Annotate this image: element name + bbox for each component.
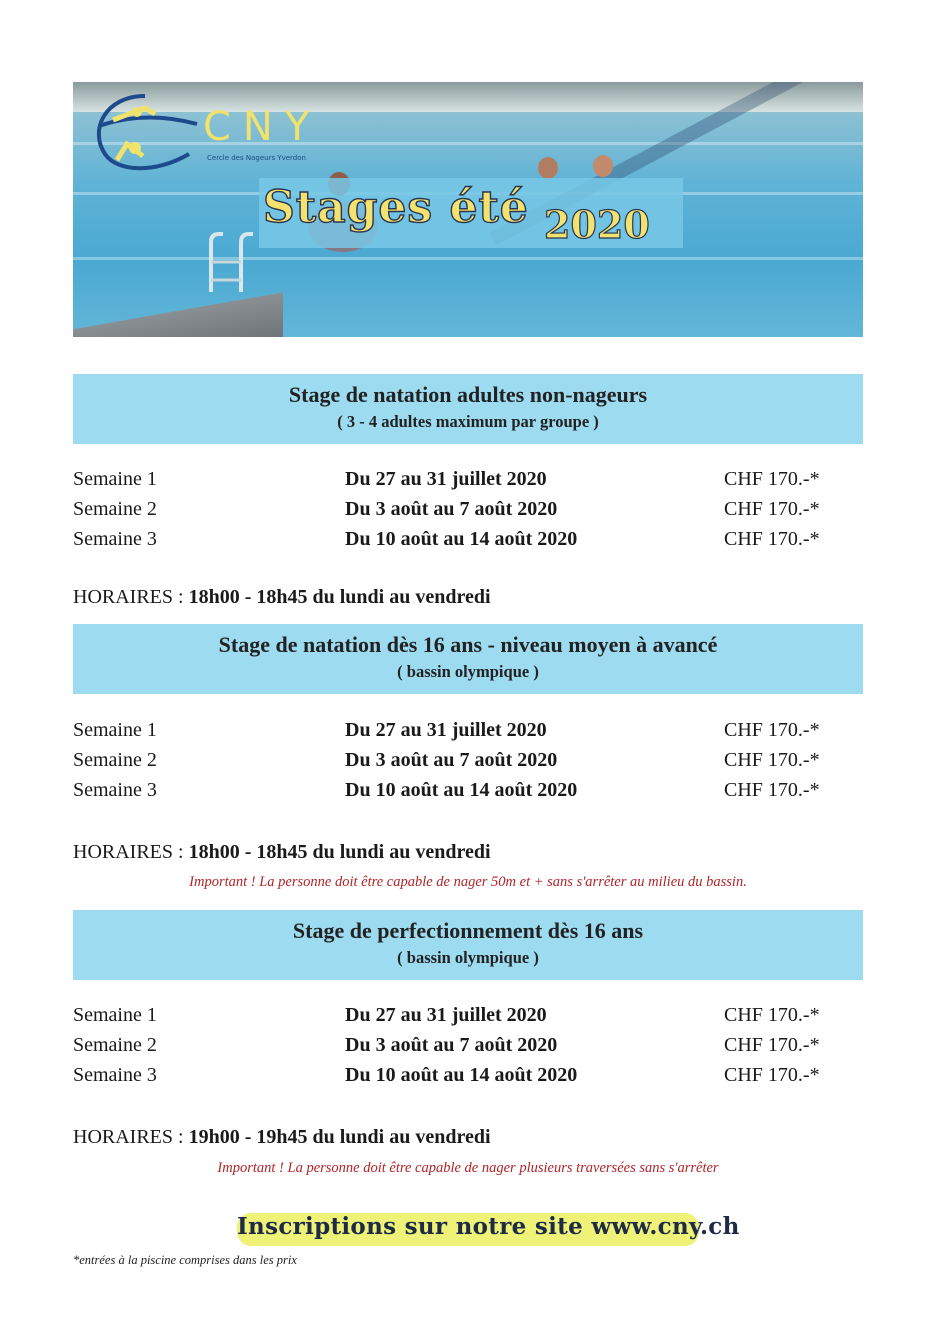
week-price: CHF 170.-*	[724, 528, 820, 550]
important-note: Important ! La personne doit être capable de nager plusieurs traversées sans s'arrêter	[217, 1160, 719, 1176]
week-dates: Du 3 août au 7 août 2020	[345, 1034, 558, 1056]
week-label: Semaine 2	[73, 498, 157, 520]
schedule-value: 18h00 - 18h45 du lundi au vendredi	[188, 586, 491, 608]
week-price: CHF 170.-*	[724, 749, 820, 771]
week-row	[73, 779, 863, 809]
week-row	[73, 498, 863, 528]
section-heading: Stage de perfectionnement dès 16 ans	[292, 918, 644, 943]
section-heading: Stage de natation dès 16 ans - niveau moyen à avancé	[218, 632, 718, 657]
section-header	[73, 624, 863, 694]
schedule-label: HORAIRES :	[73, 841, 184, 863]
swimmer-logo-icon	[85, 90, 205, 174]
week-row	[73, 1004, 863, 1034]
schedule-line	[73, 1126, 491, 1149]
week-price: CHF 170.-*	[724, 498, 820, 520]
week-dates: Du 10 août au 14 août 2020	[345, 779, 578, 801]
week-price: CHF 170.-*	[724, 1064, 820, 1086]
week-price: CHF 170.-*	[724, 468, 820, 490]
week-label: Semaine 2	[73, 1034, 157, 1056]
section-heading: Stage de natation adultes non-nageurs	[288, 382, 648, 407]
registration-link[interactable]: Inscriptions sur notre site www.cny.ch	[237, 1213, 740, 1240]
swimmer-figure	[538, 157, 558, 179]
logo-subtitle: Cercle des Nageurs Yverdon	[207, 154, 306, 162]
week-price: CHF 170.-*	[724, 1034, 820, 1056]
week-label: Semaine 3	[73, 779, 157, 801]
logo-wordmark: CNY	[203, 104, 322, 150]
week-dates: Du 10 août au 14 août 2020	[345, 1064, 578, 1086]
week-row	[73, 1034, 863, 1064]
week-label: Semaine 2	[73, 749, 157, 771]
cny-logo	[85, 90, 325, 174]
important-note: Important ! La personne doit être capable de nager 50m et + sans s'arrêter au milieu du bassin.	[189, 874, 747, 890]
week-label: Semaine 1	[73, 719, 157, 741]
section-subheading: ( bassin olympique )	[397, 662, 539, 681]
section-header	[73, 910, 863, 980]
week-label: Semaine 3	[73, 1064, 157, 1086]
pool-lane-line	[73, 257, 863, 260]
schedule-label: HORAIRES :	[73, 586, 184, 608]
week-row	[73, 719, 863, 749]
week-row	[73, 749, 863, 779]
section-header	[73, 374, 863, 444]
week-dates: Du 27 au 31 juillet 2020	[345, 719, 547, 741]
week-dates: Du 3 août au 7 août 2020	[345, 749, 558, 771]
schedule-line	[73, 586, 491, 609]
week-price: CHF 170.-*	[724, 719, 820, 741]
week-price: CHF 170.-*	[724, 1004, 820, 1026]
banner-title-box	[259, 178, 683, 248]
pool-ladder-icon	[203, 232, 263, 302]
week-dates: Du 10 août au 14 août 2020	[345, 528, 578, 550]
hero-banner	[73, 82, 863, 337]
schedule-label: HORAIRES :	[73, 1126, 184, 1148]
section-subheading: ( bassin olympique )	[397, 948, 539, 967]
schedule-value: 19h00 - 19h45 du lundi au vendredi	[188, 1126, 491, 1148]
week-dates: Du 27 au 31 juillet 2020	[345, 1004, 547, 1026]
banner-title: Stages été	[263, 182, 529, 233]
section-subheading: ( 3 - 4 adultes maximum par groupe )	[337, 412, 599, 431]
footnote: *entrées à la piscine comprises dans les prix	[73, 1253, 297, 1267]
week-price: CHF 170.-*	[724, 779, 820, 801]
week-row	[73, 1064, 863, 1094]
schedule-line	[73, 841, 491, 864]
week-dates: Du 27 au 31 juillet 2020	[345, 468, 547, 490]
week-label: Semaine 1	[73, 1004, 157, 1026]
week-row	[73, 468, 863, 498]
schedule-value: 18h00 - 18h45 du lundi au vendredi	[188, 841, 491, 863]
week-label: Semaine 3	[73, 528, 157, 550]
week-dates: Du 3 août au 7 août 2020	[345, 498, 558, 520]
registration-banner[interactable]	[237, 1213, 740, 1246]
week-row	[73, 528, 863, 558]
banner-year: 2020	[544, 202, 650, 247]
week-label: Semaine 1	[73, 468, 157, 490]
swimmer-figure	[593, 155, 613, 177]
